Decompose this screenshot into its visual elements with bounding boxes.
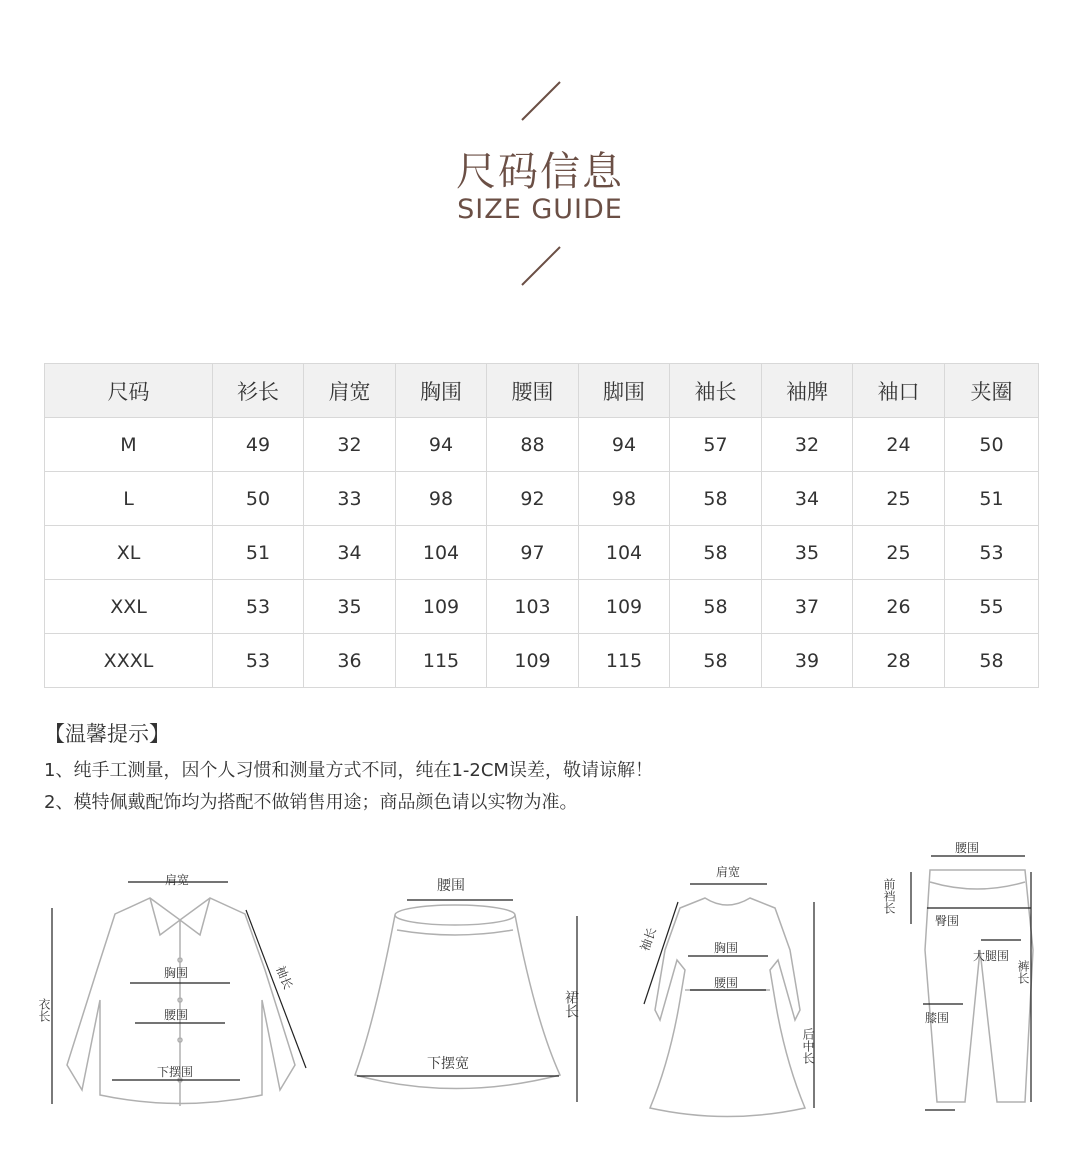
value-cell: 51 (945, 472, 1039, 526)
table-row (45, 526, 1039, 580)
value-cell: 50 (213, 472, 304, 526)
table-header-row (45, 364, 1039, 418)
tips-heading: 【温馨提示】 (44, 722, 170, 746)
header-hem: 脚围 (579, 364, 670, 418)
shirt-length-label: 衣长 (37, 998, 51, 1022)
value-cell: 97 (487, 526, 579, 580)
header-cuff: 袖口 (853, 364, 945, 418)
value-cell: 98 (579, 472, 670, 526)
value-cell: 92 (487, 472, 579, 526)
dress-sleeve-label: 袖长 (637, 925, 660, 954)
page-subtitle: SIZE GUIDE (457, 194, 623, 225)
size-table (44, 363, 1039, 688)
tip-line-1: 1、纯手工测量，因个人习惯和测量方式不同，纯在1-2CM误差，敬请谅解！ (44, 760, 653, 781)
value-cell: 24 (853, 418, 945, 472)
value-cell: 109 (396, 580, 487, 634)
value-cell: 88 (487, 418, 579, 472)
value-cell: 53 (213, 580, 304, 634)
header-length: 衫长 (213, 364, 304, 418)
header-shoulder: 肩宽 (304, 364, 396, 418)
tip-line-2: 2、模特佩戴配饰均为搭配不做销售用途；商品颜色请以实物为准。 (44, 792, 578, 813)
value-cell: 37 (762, 580, 853, 634)
shirt-waist-label: 腰围 (164, 1008, 189, 1022)
skirt-diagram (345, 840, 605, 1120)
value-cell: 94 (396, 418, 487, 472)
value-cell: 94 (579, 418, 670, 472)
shirt-diagram (37, 840, 310, 1120)
header-upper-arm: 袖脾 (762, 364, 853, 418)
shirt-chest-label: 胸围 (164, 966, 189, 980)
table-row (45, 634, 1039, 688)
value-cell: 49 (213, 418, 304, 472)
value-cell: 32 (304, 418, 396, 472)
shirt-sleeve-label: 袖长 (273, 963, 296, 992)
value-cell: 26 (853, 580, 945, 634)
value-cell: 58 (670, 580, 762, 634)
table-row (45, 418, 1039, 472)
header-waist: 腰围 (487, 364, 579, 418)
pants-diagram (882, 840, 1055, 1120)
dress-waist-label: 腰围 (714, 976, 739, 990)
value-cell: 51 (213, 526, 304, 580)
value-cell: 50 (945, 418, 1039, 472)
page-title: 尺码信息 (456, 149, 624, 195)
header-size: 尺码 (45, 364, 213, 418)
value-cell: 109 (487, 634, 579, 688)
value-cell: 32 (762, 418, 853, 472)
value-cell: 28 (853, 634, 945, 688)
value-cell: 58 (670, 634, 762, 688)
dress-shoulder-label: 肩宽 (716, 865, 741, 879)
skirt-waist-label: 腰围 (437, 878, 465, 894)
header-sleeve-length: 袖长 (670, 364, 762, 418)
value-cell: 104 (579, 526, 670, 580)
value-cell: 53 (213, 634, 304, 688)
size-cell: XXL (45, 580, 213, 634)
value-cell: 25 (853, 472, 945, 526)
value-cell: 103 (487, 580, 579, 634)
dress-chest-label: 胸围 (714, 941, 739, 955)
value-cell: 98 (396, 472, 487, 526)
pants-waist-label: 腰围 (955, 841, 980, 855)
header-chest: 胸围 (396, 364, 487, 418)
value-cell: 34 (304, 526, 396, 580)
dress-length-label: 后中长 (801, 1028, 815, 1064)
shirt-shoulder-label: 肩宽 (165, 873, 190, 887)
value-cell: 25 (853, 526, 945, 580)
value-cell: 115 (396, 634, 487, 688)
value-cell: 58 (670, 526, 762, 580)
top-slash-decoration (520, 80, 562, 122)
value-cell: 109 (579, 580, 670, 634)
value-cell: 58 (945, 634, 1039, 688)
shirt-hem-label: 下摆围 (157, 1065, 194, 1079)
tips-section (44, 718, 1044, 820)
value-cell: 39 (762, 634, 853, 688)
value-cell: 35 (304, 580, 396, 634)
value-cell: 33 (304, 472, 396, 526)
size-cell: XXXL (45, 634, 213, 688)
bottom-slash-decoration (520, 245, 562, 287)
header-armhole: 夹圈 (945, 364, 1039, 418)
value-cell: 34 (762, 472, 853, 526)
skirt-hem-label: 下摆宽 (427, 1056, 469, 1072)
dress-diagram (630, 840, 850, 1120)
value-cell: 115 (579, 634, 670, 688)
size-cell: L (45, 472, 213, 526)
value-cell: 53 (945, 526, 1039, 580)
pants-rise-label: 前裆长 (882, 878, 896, 914)
table-row (45, 472, 1039, 526)
value-cell: 57 (670, 418, 762, 472)
table-row (45, 580, 1039, 634)
value-cell: 58 (670, 472, 762, 526)
value-cell: 35 (762, 526, 853, 580)
pants-length-label: 裤长 (1016, 960, 1030, 984)
pants-knee-label: 膝围 (925, 1011, 950, 1025)
size-cell: XL (45, 526, 213, 580)
value-cell: 55 (945, 580, 1039, 634)
pants-hip-label: 臀围 (935, 914, 960, 928)
value-cell: 36 (304, 634, 396, 688)
value-cell: 104 (396, 526, 487, 580)
size-cell: M (45, 418, 213, 472)
skirt-length-label: 裙长 (563, 990, 579, 1018)
pants-thigh-label: 大腿围 (973, 949, 1010, 963)
